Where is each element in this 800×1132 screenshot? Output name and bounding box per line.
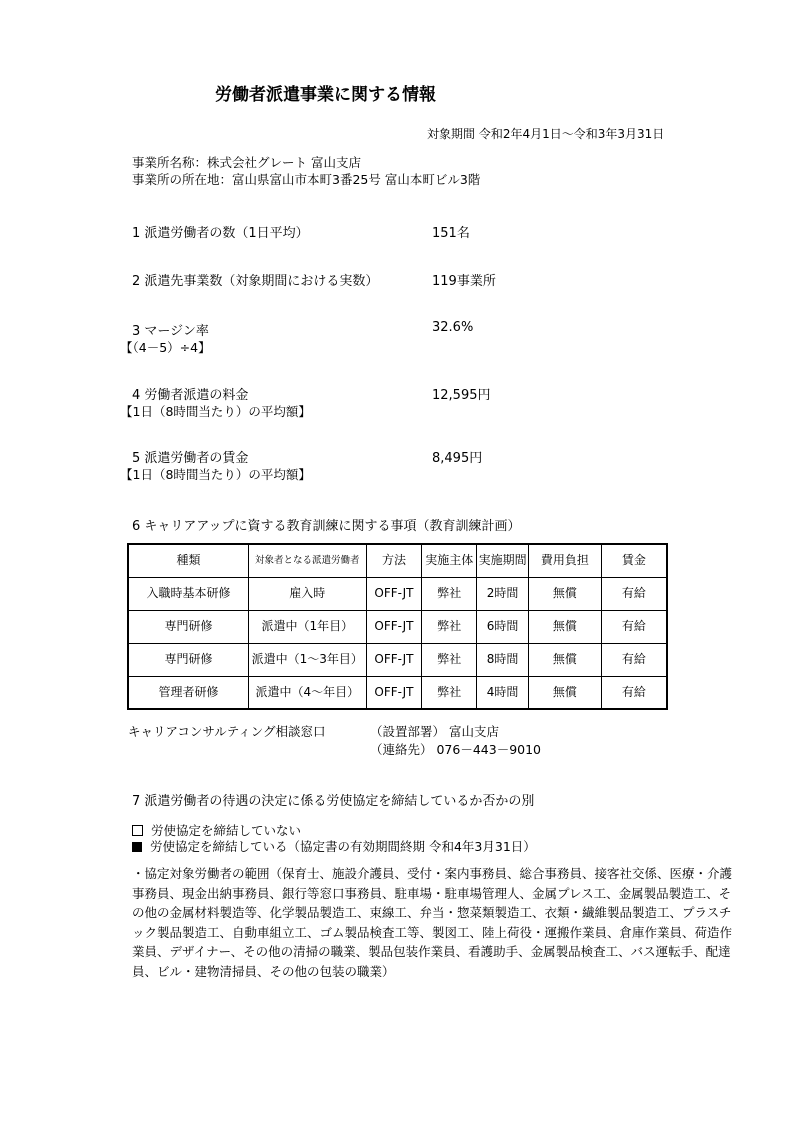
unchecked-box-icon: [132, 825, 143, 836]
item-3-label: 3 マージン率: [132, 324, 209, 339]
table-row: [128, 643, 667, 676]
item-4-value: 12,595円: [432, 388, 491, 403]
item-1-value: 151名: [432, 226, 470, 241]
header-cell: 費用負担: [529, 544, 602, 577]
item-5-note: 【1日（8時間当たり）の平均額】: [120, 467, 311, 482]
header-cell: 実施主体: [422, 544, 477, 577]
training-table: [127, 543, 668, 710]
table-cell: 無償: [529, 676, 602, 709]
table-cell: 専門研修: [128, 610, 248, 643]
table-cell: OFF-JT: [366, 610, 422, 643]
career-consult-contact: （連絡先） 076－443－9010: [370, 742, 542, 757]
checked-box-icon: [132, 842, 142, 852]
table-row: [128, 610, 667, 643]
career-consult-dept: （設置部署） 富山支店: [370, 724, 499, 739]
section-6-title: 6 キャリアアップに資する教育訓練に関する事項（教育訓練計画）: [132, 519, 521, 534]
table-cell: 派遣中（4～年目）: [248, 676, 366, 709]
table-cell: 管理者研修: [128, 676, 248, 709]
table-cell: 無償: [529, 643, 602, 676]
table-cell: 8時間: [477, 643, 529, 676]
agreement-option-not-label: 労使協定を締結していない: [151, 823, 302, 838]
table-cell: 弊社: [422, 610, 477, 643]
page-title: 労働者派遣事業に関する情報: [215, 85, 436, 105]
table-row: [128, 577, 667, 610]
table-cell: 有給: [601, 577, 667, 610]
item-1-label: 1 派遣労働者の数（1日平均）: [132, 226, 309, 241]
header-cell: 実施期間: [477, 544, 529, 577]
header-cell: 種類: [128, 544, 248, 577]
table-row: [128, 676, 667, 709]
item-5-value: 8,495円: [432, 451, 483, 466]
table-cell: 無償: [529, 577, 602, 610]
table-cell: 専門研修: [128, 643, 248, 676]
table-cell: 弊社: [422, 577, 477, 610]
item-2-label: 2 派遣先事業数（対象期間における実数）: [132, 274, 379, 289]
career-consult-label: キャリアコンサルティング相談窓口: [128, 724, 326, 739]
table-cell: 派遣中（1年目）: [248, 610, 366, 643]
table-header-row: [128, 544, 667, 577]
table-cell: 6時間: [477, 610, 529, 643]
table-cell: OFF-JT: [366, 577, 422, 610]
agreement-option-yes-label: 労使協定を締結している（協定書の有効期間終期 令和4年3月31日）: [150, 839, 536, 854]
item-4-note: 【1日（8時間当たり）の平均額】: [120, 404, 311, 419]
table-cell: 派遣中（1～3年目）: [248, 643, 366, 676]
agreement-scope-text: ・協定対象労働者の範囲（保育士、施設介護員、受付・案内事務員、総合事務員、接客社交係、医療・介護事務員、現金出納事務員、銀行等窓口事務員、駐車場・駐車場管理人、金属プレス工、金属製品製造工、その他の金属材料製造等、化学製品製造工、束線工、弁当・惣菜類製造工、衣類・繊維製品製造工、プラスチック製品製造工、自動車組立工、ゴム製品検査工等、製図工、陸上荷役・運搬作業員、倉庫作業員、荷造作業員、デザイナー、その他の清掃の職業、製品包装作業員、看護助手、金属製品検査工、バス運転手、配達員、ビル・建物清掃員、その他の包装の職業）: [132, 866, 733, 979]
header-cell: 方法: [366, 544, 422, 577]
item-4-label: 4 労働者派遣の料金: [132, 388, 249, 403]
header-cell: 対象者となる派遣労働者: [248, 544, 366, 577]
agreement-option-yes: [132, 837, 536, 855]
table-cell: 有給: [601, 676, 667, 709]
table-cell: OFF-JT: [366, 676, 422, 709]
office-name: 事業所名称：株式会社グレート 富山支店: [132, 155, 361, 170]
table-cell: 弊社: [422, 643, 477, 676]
item-5-label: 5 派遣労働者の賃金: [132, 451, 249, 466]
table-cell: 入職時基本研修: [128, 577, 248, 610]
section-7-title: 7 派遣労働者の待遇の決定に係る労使協定を締結しているか否かの別: [132, 794, 535, 809]
table-cell: 有給: [601, 643, 667, 676]
table-cell: 弊社: [422, 676, 477, 709]
table-cell: 4時間: [477, 676, 529, 709]
table-cell: 2時間: [477, 577, 529, 610]
item-3-value: 32.6%: [432, 320, 474, 335]
item-3-note: 【（4－5）÷4】: [120, 340, 211, 355]
target-period: 対象期間 令和2年4月1日～令和3年3月31日: [427, 127, 665, 141]
table-cell: 有給: [601, 610, 667, 643]
table-cell: OFF-JT: [366, 643, 422, 676]
office-address: 事業所の所在地：富山県富山市本町3番25号 富山本町ビル3階: [132, 172, 481, 187]
table-cell: 無償: [529, 610, 602, 643]
item-2-value: 119事業所: [432, 274, 496, 289]
table-cell: 雇入時: [248, 577, 366, 610]
header-cell: 賃金: [601, 544, 667, 577]
